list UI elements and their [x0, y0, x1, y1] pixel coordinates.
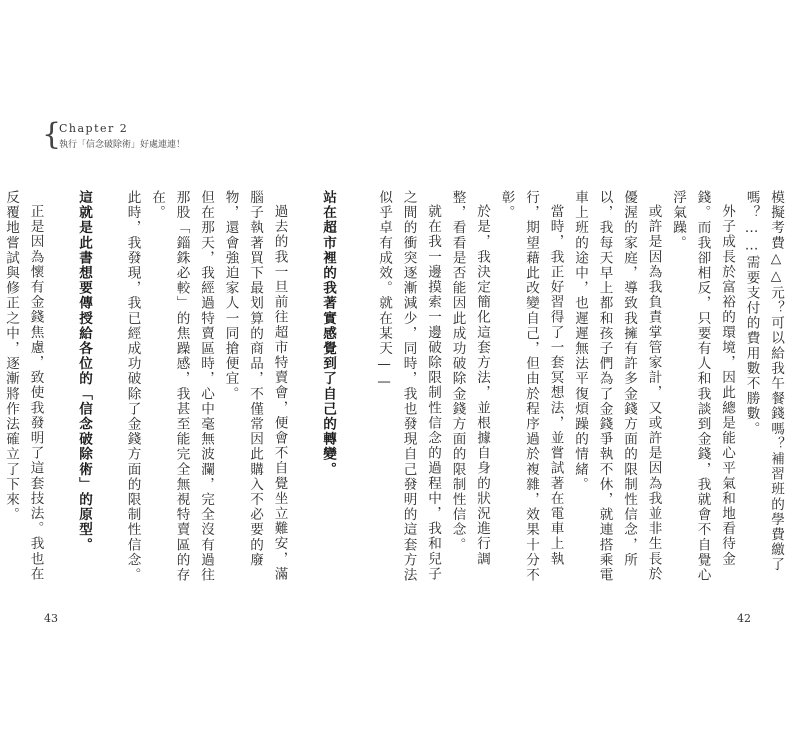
left-page-body — [3, 190, 340, 590]
body-paragraph: 此時，我發現，我已經成功破除了金錢方面的限制性信念。 — [124, 190, 141, 583]
body-paragraph: 就在我一邊摸索一邊破除限制性信念的過程中，我和兒子之間的衝突逐漸減少，同時，我也發現自己發明的這套方法似乎卓有成效。就在某天—— — [376, 190, 441, 583]
page-number: 43 — [44, 612, 58, 625]
chapter-label: Chapter 2 — [59, 122, 129, 135]
right-page-body — [376, 190, 788, 590]
chapter-title: 執行「信念破除術」好處連連！ — [59, 140, 186, 150]
body-paragraph: 過去的我一旦前往超市特賣會，便會不自覺坐立難安，滿腦子執著買下最划算的商品，不僅常因此購入不必要的廢物，還會強迫家人一同搶便宜。 — [222, 190, 288, 582]
body-paragraph: 但在那天，我經過特賣區時，心中毫無波瀾，完全沒有過往那股「錙銖必較」的焦躁感，我甚至能完全無視特賣區的存在。 — [149, 190, 214, 583]
body-paragraph: 於是，我決定簡化這套方法，並根據自身的狀況進行調整，看看是否能因此成功破除金錢方面的限制性信念。 — [449, 190, 490, 566]
page-number: 42 — [737, 612, 751, 625]
bold-key-paragraph: 這就是此書想要傳授給各位的「信念破除術」的原型。 — [76, 190, 92, 553]
brace-ornament: { — [42, 117, 62, 152]
body-paragraph: 模擬考費△△元？可以給我午餐錢嗎？補習班的學費繳了嗎？……需要支付的費用數不勝數。 — [743, 190, 784, 573]
body-paragraph: 正是因為懷有金錢焦慮，致使我發明了這套技法。我也在反覆地嘗試與修正之中，逐漸將作法確立了下來。 — [3, 190, 44, 582]
bold-heading-paragraph: 站在超市裡的我著實感覺到了自己的轉變。 — [320, 190, 336, 477]
body-paragraph: 當時，我正好習得了一套冥想法，並嘗試著在電車上執行，期望藉此改變自己，但由於程序過於複雜，效果十分不彰。 — [498, 190, 564, 583]
body-paragraph: 外子成長於富裕的環境，因此總是能心平氣和地看待金錢。而我卻相反，只要有人和我談到金錢，我就會不自覺心浮氣躁。 — [670, 190, 735, 583]
body-paragraph: 或許是因為我負責掌管家計，又或許是因為我並非生長於優渥的家庭，導致我擁有許多金錢方面的限制性信念，所以，我每天早上都和孩子們為了金錢爭執不休，就連搭乘電車上班的途中，也遲遲無法平復煩躁的情緒。 — [572, 190, 662, 583]
